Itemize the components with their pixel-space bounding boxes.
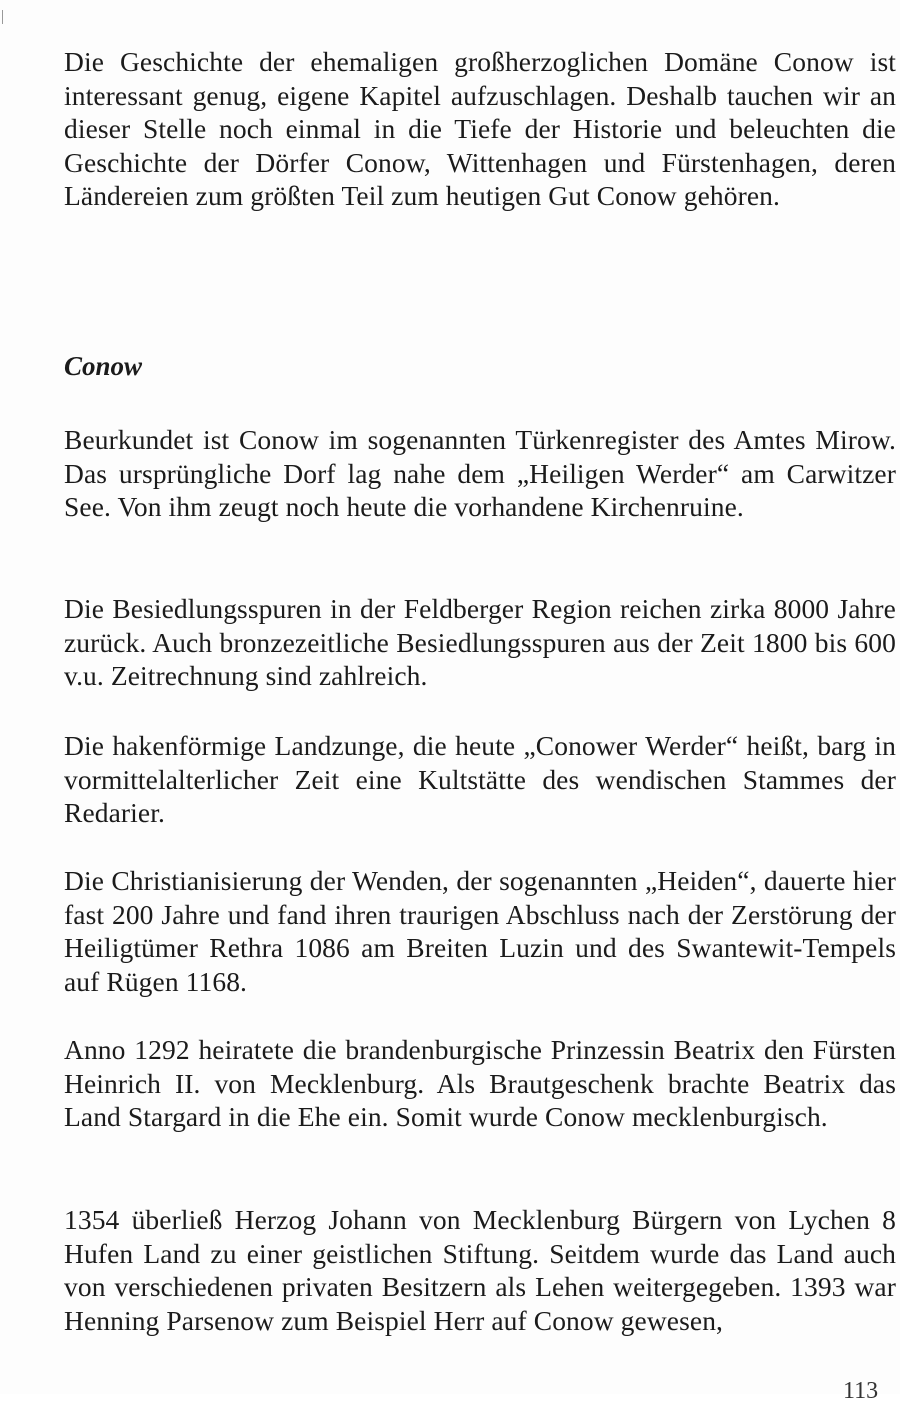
paragraph-2: Die Besiedlungsspuren in der Feldberger Region reichen zirka 8000 Jahre zurück. Auch bronzezeitliche Besiedlungsspuren aus der Zeit 1800 bis 600 v.u. Zeitrechnung sind zahlreich. [64, 593, 896, 691]
intro-paragraph: Die Geschichte der ehemaligen großherzoglichen Domäne Conow ist interessant genug, eigene Kapitel aufzuschlagen. Deshalb tauchen wir an dieser Stelle noch einmal in die Tiefe der Historie und beleuchten die Geschichte der Dörfer Conow, Wittenhagen und Fürstenhagen, deren Ländereien zum größten Teil zum heutigen Gut Conow gehören. [64, 46, 896, 211]
section-heading: Conow [64, 351, 143, 381]
page-number: 113 [843, 1378, 879, 1404]
paragraph-3: Die hakenförmige Landzunge, die heute „Conower Werder“ heißt, barg in vormittelalterlicher Zeit eine Kultstätte des wendischen Stammes der Redarier. [64, 730, 896, 828]
scan-edge-mark [2, 10, 3, 24]
paragraph-6: 1354 überließ Herzog Johann von Mecklenburg Bürgern von Lychen 8 Hufen Land zu einer geistlichen Stiftung. Seitdem wurde das Land auch von verschiedenen privaten Besitzern als Lehen weitergegeben. 1393 war Henning Parsenow zum Beispiel Herr auf Conow gewesen, [64, 1204, 896, 1336]
paragraph-1: Beurkundet ist Conow im sogenannten Türkenregister des Amtes Mirow. Das ursprüngliche Dorf lag nahe dem „Heiligen Werder“ am Carwitzer See. Von ihm zeugt noch heute die vorhandene Kirchenruine. [64, 424, 896, 522]
paragraph-4: Die Christianisierung der Wenden, der sogenannten „Heiden“, dauerte hier fast 200 Jahre und fand ihren traurigen Abschluss nach der Zerstörung der Heiligtümer Rethra 1086 am Breiten Luzin und des Swantewit-Tempels auf Rügen 1168. [64, 865, 896, 997]
paragraph-5: Anno 1292 heiratete die brandenburgische Prinzessin Beatrix den Fürsten Heinrich II. von Mecklenburg. Als Brautgeschenk brachte Beatrix das Land Stargard in die Ehe ein. Somit wurde Conow mecklenburgisch. [64, 1034, 896, 1132]
